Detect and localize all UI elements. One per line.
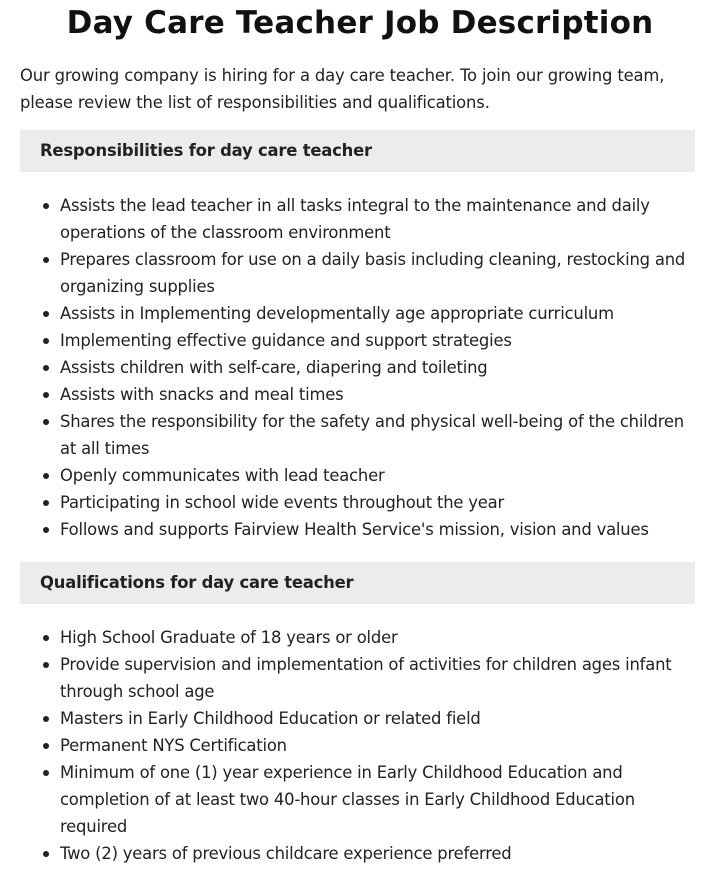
list-item: Participating in school wide events throughout the year — [60, 489, 695, 516]
list-item: Shares the responsibility for the safety and physical well-being of the children at all times — [60, 408, 695, 462]
intro-paragraph: Our growing company is hiring for a day care teacher. To join our growing team, please review the list of responsibilities and qualifications. — [20, 66, 665, 112]
list-item: Provide supervision and implementation of activities for children ages infant through school age — [60, 651, 695, 705]
list-item: Two (2) years of previous childcare experience preferred — [60, 840, 695, 867]
list-item: High School Graduate of 18 years or older — [60, 624, 695, 651]
list-item: Follows and supports Fairview Health Service's mission, vision and values — [60, 516, 695, 543]
list-item: Masters in Early Childhood Education or related field — [60, 705, 695, 732]
list-item: Assists the lead teacher in all tasks integral to the maintenance and daily operations of the classroom environment — [60, 192, 695, 246]
list-item: Implementing effective guidance and support strategies — [60, 327, 695, 354]
list-item: Minimum of one (1) year experience in Early Childhood Education and completion of at least two 40-hour classes in Early Childhood Education required — [60, 759, 695, 840]
qualifications-list — [40, 624, 695, 867]
responsibilities-list — [40, 192, 695, 543]
list-item: Assists with snacks and meal times — [60, 381, 695, 408]
list-item: Prepares classroom for use on a daily basis including cleaning, restocking and organizing supplies — [60, 246, 695, 300]
responsibilities-heading: Responsibilities for day care teacher — [20, 130, 695, 172]
page-title: Day Care Teacher Job Description — [66, 5, 654, 41]
list-item: Permanent NYS Certification — [60, 732, 695, 759]
qualifications-heading: Qualifications for day care teacher — [20, 562, 695, 604]
list-item: Assists children with self-care, diapering and toileting — [60, 354, 695, 381]
list-item: Assists in Implementing developmentally age appropriate curriculum — [60, 300, 695, 327]
list-item: Openly communicates with lead teacher — [60, 462, 695, 489]
